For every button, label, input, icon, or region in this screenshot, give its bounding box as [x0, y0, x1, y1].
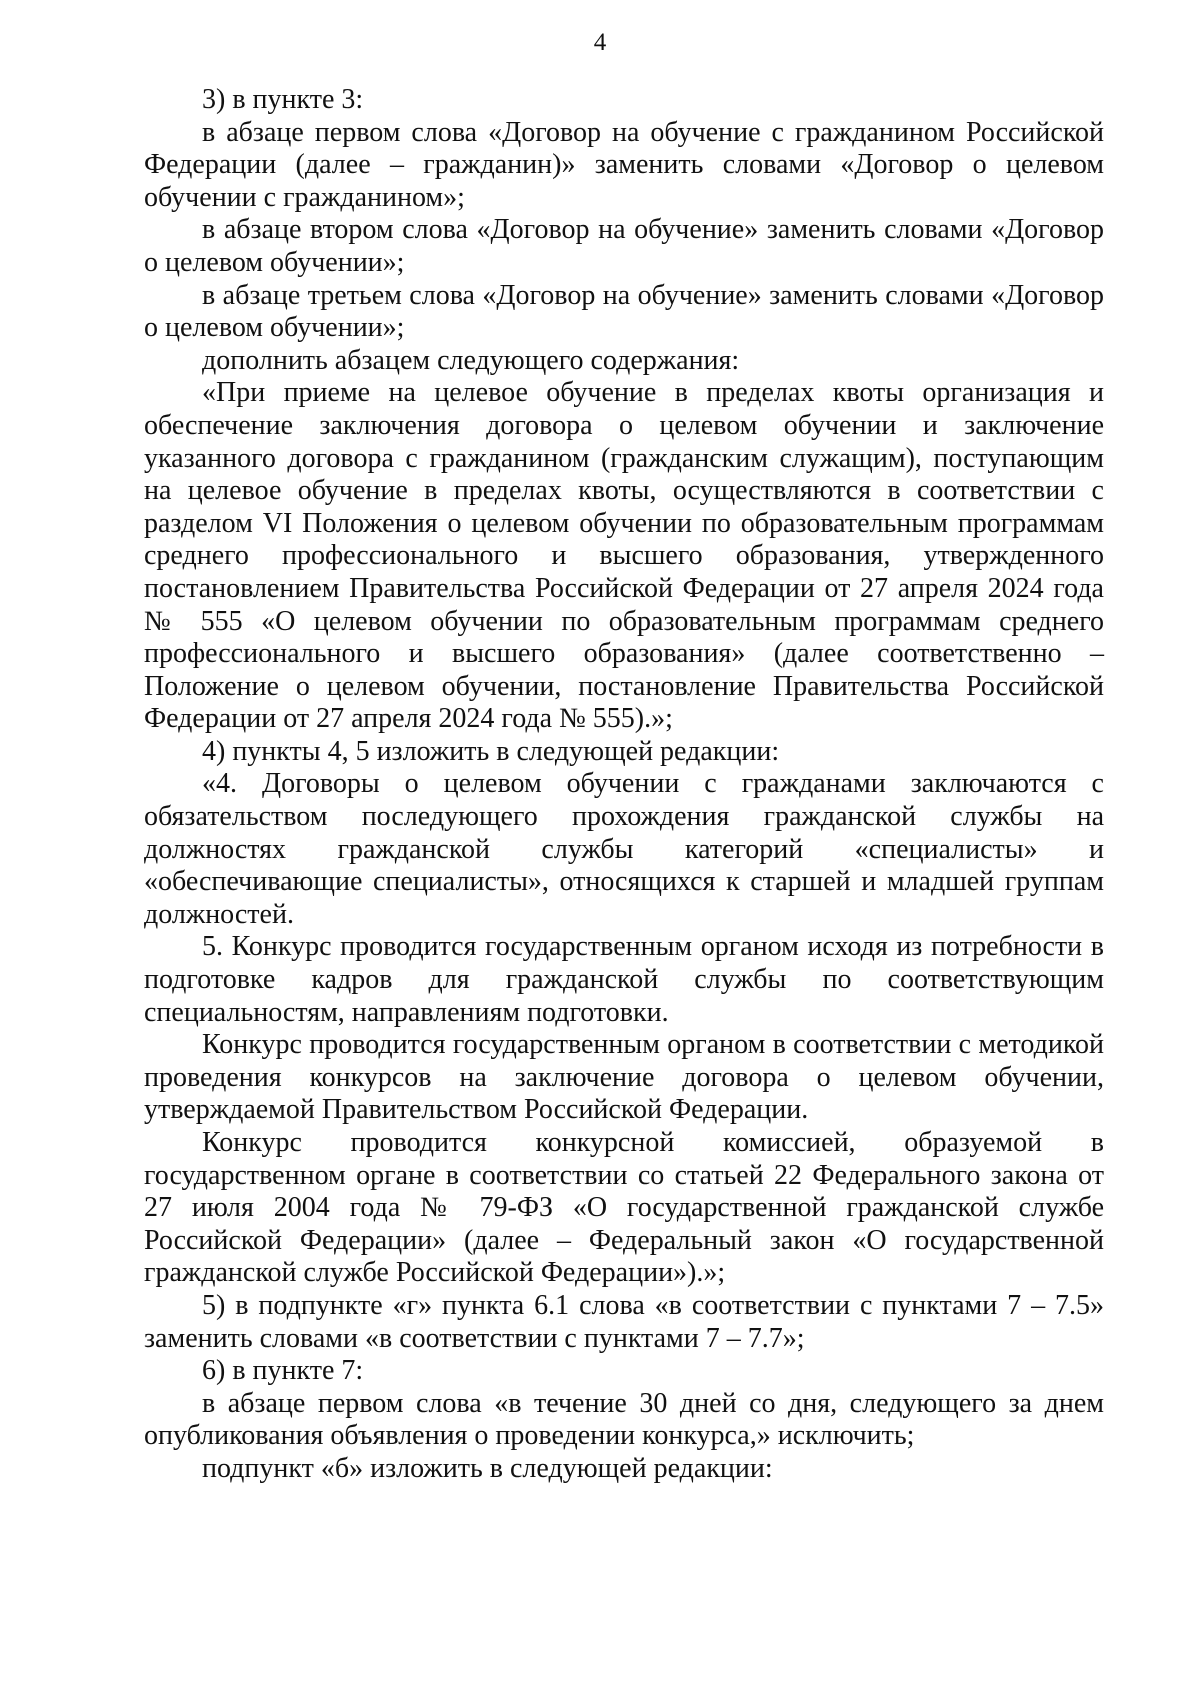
paragraph-abzac-3: в абзаце третьем слова «Договор на обучение» заменить словами «Договор о целевом обучении»;	[144, 279, 1104, 344]
paragraph-item-4: 4) пункты 4, 5 изложить в следующей редакции:	[202, 735, 780, 767]
document-body	[144, 84, 1104, 1486]
paragraph-item-6-abzac-1: в абзаце первом слова «в течение 30 дней со дня, следующего за днем опубликования объявления о проведении конкурса,» исключить;	[144, 1387, 1104, 1452]
paragraph-item-3: 3) в пункте 3:	[202, 84, 364, 115]
paragraph-item-5: 5) в подпункте «г» пункта 6.1 слова «в соответствии с пунктами 7 – 7.5» заменить словами «в соответствии с пунктами 7 – 7.7»;	[144, 1289, 1104, 1354]
paragraph-subitem-b: подпункт «б» изложить в следующей редакции:	[202, 1452, 773, 1484]
page-number: 4	[593, 29, 607, 56]
paragraph-abzac-2: в абзаце втором слова «Договор на обучение» заменить словами «Договор о целевом обучении»;	[144, 214, 1104, 278]
paragraph-abzac-1: в абзаце первом слова «Договор на обучение с гражданином Российской Федерации (далее – гражданин)» заменить словами «Договор о целевом обучении с гражданином»;	[144, 116, 1104, 213]
paragraph-contest-methodology: Конкурс проводится государственным органом в соответствии с методикой проведения конкурсов на заключение договора о целевом обучении, утверждаемой Правительством Российской Федерации.	[144, 1029, 1104, 1126]
paragraph-quota-text: «При приеме на целевое обучение в пределах квоты организация и обеспечение заключения договора о целевом обучении и заключение указанного договора с гражданином (гражданским служащим), поступающим на целевое обучение в пределах квоты, осуществляются в соответствии с разделом VI Положения о целевом обучении по образовательным программам среднего профессионального и высшего образования, утвержденного постановлением Правительства Российской Федерации от 27 апреля 2024 года № 555 «О целевом обучении по образовательным программам среднего профессионального и высшего образования» (далее соответственно – Положение о целевом обучении, постановление Правительства Российской Федерации от 27 апреля 2024 года № 555).»;	[144, 377, 1104, 735]
paragraph-item-6: 6) в пункте 7:	[202, 1355, 364, 1387]
paragraph-point-4: «4. Договоры о целевом обучении с гражданами заключаются с обязательством последующего прохождения гражданской службы на должностях гражданской службы категорий «специалисты» и «обеспечивающие специалисты», относящихся к старшей и младшей группам должностей.	[144, 768, 1104, 930]
paragraph-add-abzac: дополнить абзацем следующего содержания:	[202, 344, 740, 376]
paragraph-point-5: 5. Конкурс проводится государственным органом исходя из потребности в подготовке кадров для гражданской службы по соответствующим специальностям, направлениям подготовки.	[144, 931, 1104, 1028]
paragraph-contest-commission: Конкурс проводится конкурсной комиссией, образуемой в государственном органе в соответствии со статьей 22 Федерального закона от 27 июля 2004 года № 79-ФЗ «О государственной гражданской службе Российской Федерации» (далее – Федеральный закон «О государственной гражданской службе Российской Федерации»).»;	[144, 1127, 1104, 1289]
